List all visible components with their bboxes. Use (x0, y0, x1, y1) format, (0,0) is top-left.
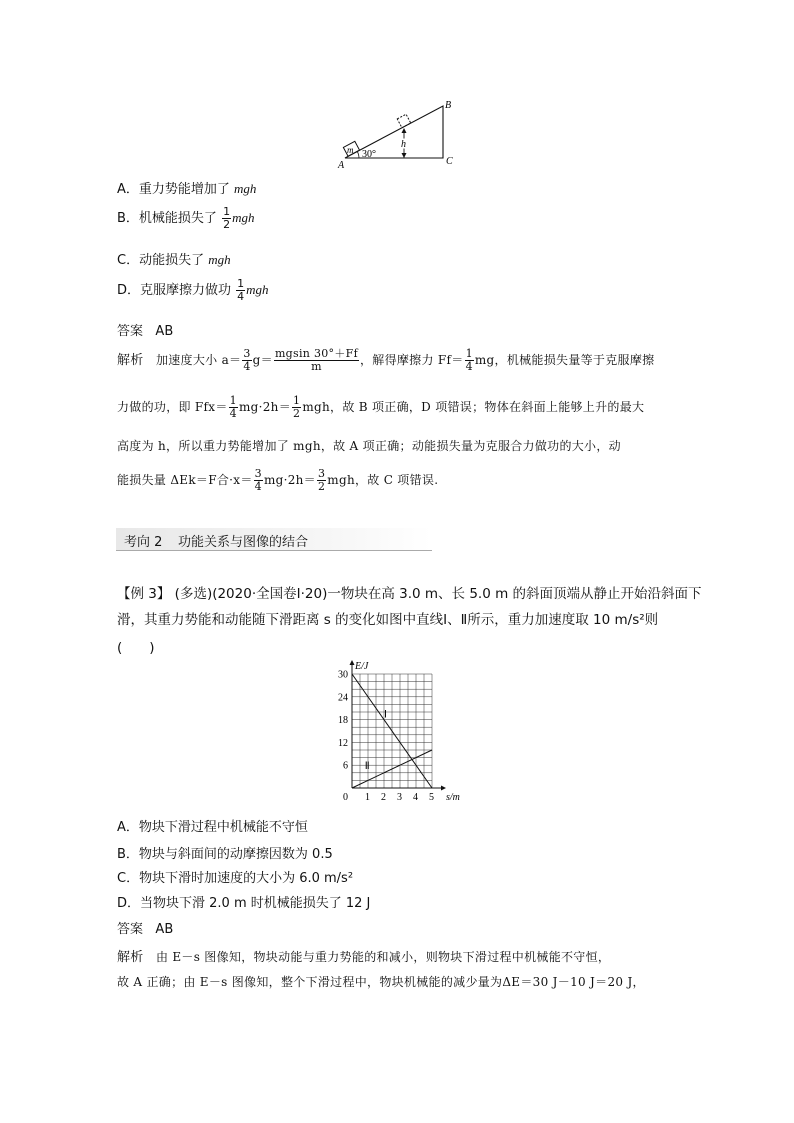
fraction-denominator: 4 (243, 360, 251, 373)
example3-line-3: ( ) (117, 640, 155, 656)
analysis-fraction (274, 348, 359, 373)
point-c-label: C (446, 156, 453, 167)
q1-analysis-line-1 (117, 348, 654, 373)
section-title: 功能关系与图像的结合 (178, 535, 309, 550)
section-label: 考向 2 (124, 535, 163, 550)
ex3-analysis-line-1 (117, 946, 610, 965)
y-tick-label: 6 (343, 760, 348, 772)
q1-option-b-text: B．机械能损失了 (117, 211, 222, 226)
analysis-text: mg·2h＝ (238, 400, 292, 414)
energy-distance-chart (330, 655, 465, 805)
fraction-denominator: m (311, 360, 322, 373)
q1-analysis-line-3: 高度为 h，所以重力势能增加了 mgh，故 A 项正确；动能损失量为克服合力做功的大小，动 (117, 439, 621, 453)
q1-option-d-fraction (236, 278, 245, 303)
ex3-answer (117, 918, 173, 937)
x-tick-label: 5 (429, 792, 434, 803)
analysis-fraction (465, 348, 474, 373)
q1-option-d-text: D．克服摩擦力做功 (117, 283, 236, 298)
fraction-numerator: 1 (237, 277, 245, 290)
fraction-numerator: 3 (243, 347, 251, 360)
q1-analysis-line-2 (117, 395, 644, 420)
analysis-text: 加速度大小 a＝ (155, 353, 242, 367)
example3-line-2: 滑，其重力势能和动能随下滑距离 s 的变化如图中直线Ⅰ、Ⅱ所示，重力加速度取 10 m/s²则 (117, 612, 659, 628)
fraction-denominator: 4 (465, 360, 473, 373)
height-label: h (401, 139, 406, 150)
x-tick-label: 4 (413, 792, 418, 803)
analysis-fraction (229, 395, 238, 420)
analysis-text: mg·2h＝ (263, 473, 316, 487)
fraction-numerator: mgsin 30°＋Ff (274, 347, 358, 360)
q1-option-b-fraction (222, 206, 231, 231)
fraction-denominator: 4 (237, 290, 245, 303)
series-label-1: Ⅰ (384, 709, 387, 721)
q1-option-c (117, 249, 231, 268)
q1-option-a-text: A．重力势能增加了 (117, 182, 235, 197)
analysis-text: mgh，故 B 项正确，D 项错误；物体在斜面上能够上升的最大 (302, 400, 645, 414)
analysis-text: 由 E－s 图像知，物块动能与重力势能的和减小，则物块下滑过程中机械能不守恒， (155, 950, 611, 964)
height-arrow-head-up (402, 128, 407, 133)
y-tick-label: 18 (338, 715, 348, 727)
height-arrow-head-down (402, 153, 407, 158)
q1-option-a-expr: mgh (234, 181, 257, 196)
y-tick-label: 24 (338, 692, 348, 704)
q1-option-d-expr: mgh (246, 282, 269, 297)
analysis-text: mgh，故 C 项错误. (327, 473, 439, 487)
x-tick-label: 0 (343, 792, 348, 803)
answer-label: 答案 (117, 324, 144, 339)
analysis-label: 解析 (117, 353, 144, 368)
analysis-text: 能损失量 ΔEk＝F合·x＝ (117, 473, 253, 487)
q1-option-a (117, 178, 256, 197)
analysis-text: g＝ (252, 353, 273, 367)
mass-label: m (347, 145, 354, 155)
fraction-numerator: 3 (317, 467, 326, 480)
ex3-option-d: D．当物块下滑 2.0 m 时机械能损失了 12 J (117, 896, 371, 911)
y-tick-label: 30 (338, 669, 348, 681)
answer-label: 答案 (117, 922, 144, 937)
angle-label: 30° (362, 149, 376, 160)
q1-analysis-line-4 (117, 468, 438, 493)
fraction-denominator: 2 (223, 218, 231, 231)
analysis-fraction (292, 395, 301, 420)
analysis-text: mg，机械能损失量等于克服摩擦 (474, 353, 655, 367)
y-tick-label: 12 (338, 737, 348, 749)
x-tick-label: 3 (397, 792, 402, 803)
angle-arc (357, 151, 359, 158)
analysis-fraction (242, 348, 251, 373)
fraction-denominator: 2 (317, 480, 326, 493)
chart-labels (338, 661, 460, 803)
ex3-analysis-line-2: 故 A 正确；由 E－s 图像知，整个下滑过程中，物块机械能的减少量为ΔE＝30 J－10 J＝20 J， (117, 975, 645, 989)
ex3-option-c: C．物块下滑时加速度的大小为 6.0 m/s² (117, 871, 354, 886)
series-label-2: Ⅱ (364, 761, 370, 772)
incline-figure (335, 96, 465, 172)
analysis-text: 力做的功，即 Ffx＝ (117, 400, 228, 414)
x-axis-arrow (441, 786, 446, 791)
block-at-top (397, 114, 411, 128)
fraction-numerator: 1 (293, 394, 301, 407)
q1-answer (117, 320, 173, 339)
fraction-numerator: 1 (465, 347, 473, 360)
q1-option-d (117, 278, 269, 303)
y-axis-arrow (350, 660, 355, 665)
analysis-fraction (254, 468, 263, 493)
x-tick-label: 1 (365, 792, 370, 803)
fraction-numerator: 1 (229, 394, 237, 407)
x-tick-label: 2 (381, 792, 386, 803)
answer-value: AB (155, 922, 174, 937)
example3-line-1: 【例 3】 (多选)(2020·全国卷Ⅰ·20)一物块在高 3.0 m、长 5.0 m 的斜面顶端从静止开始沿斜面下 (117, 586, 702, 602)
answer-value: AB (155, 324, 174, 339)
point-a-label: A (338, 160, 345, 171)
q1-option-c-text: C．动能损失了 (117, 253, 209, 268)
fraction-denominator: 4 (229, 407, 237, 420)
fraction-numerator: 1 (223, 205, 231, 218)
analysis-label: 解析 (117, 950, 144, 965)
y-axis-label: E/J (355, 661, 369, 672)
q1-option-b (117, 206, 254, 231)
section-header (116, 528, 432, 551)
ex3-option-b: B．物块与斜面间的动摩擦因数为 0.5 (117, 847, 333, 862)
fraction-numerator: 3 (254, 467, 262, 480)
ex3-option-a: A．物块下滑过程中机械能不守恒 (117, 820, 308, 835)
fraction-denominator: 4 (254, 480, 262, 493)
x-axis-label: s/m (446, 792, 460, 803)
q1-option-b-expr: mgh (232, 210, 255, 225)
analysis-fraction (317, 468, 326, 493)
q1-option-c-expr: mgh (208, 252, 231, 267)
analysis-text: ，解得摩擦力 Ff＝ (359, 353, 464, 367)
point-b-label: B (445, 100, 452, 111)
fraction-denominator: 2 (293, 407, 301, 420)
